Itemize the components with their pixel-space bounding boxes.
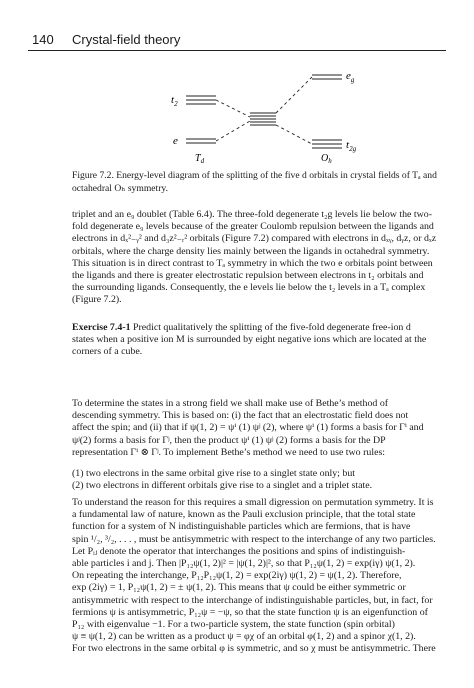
exercise-block bbox=[72, 322, 446, 359]
paragraph-permutation bbox=[72, 497, 446, 656]
text-line: affect the spin; and (ii) that if ψ(1, 2) = ψⁱ (1) ψʲ (2), where ψⁱ (1) forms a basis for Γⁱ and bbox=[72, 422, 424, 434]
label-t2: $t_2$ bbox=[171, 94, 178, 108]
rule-item: (1) two electrons in the same orbital give rise to a singlet state only; but bbox=[72, 468, 356, 480]
text-line: For two electrons in the same orbital φ is symmetric, and so χ must be antisymmetric. There bbox=[72, 643, 436, 655]
text-line: Let Pᵢⱼ denote the operator that interchanges the positions and spins of indistinguish- bbox=[72, 545, 406, 557]
text-line: representation Γⁱ ⊗ Γʲ. To implement Bethe’s method we need to use two rules: bbox=[72, 446, 386, 458]
text-line: ψ ≡ ψ(1, 2) can be written as a product ψ = φχ of an orbital φ(1, 2) and a spinor χ(1, 2). bbox=[72, 631, 416, 643]
energy-level-diagram bbox=[0, 0, 474, 170]
text-line: spin ¹/₂, ³/₂, . . . , must be antisymmetric with respect to the interchange of any two particles. bbox=[72, 533, 436, 545]
rule-item: (2) two electrons in different orbitals give rise to a singlet and a triplet state. bbox=[72, 480, 373, 492]
text-line: To understand the reason for this requires a small digression on permutation symmetry. It is bbox=[72, 497, 434, 508]
text-line: P₁₂ with eigenvalue −1. For a two-particle system, the state function (spin orbital) bbox=[72, 619, 395, 631]
text-line bbox=[72, 322, 446, 334]
exercise-text: Predict qualitatively the splitting of the five-fold degenerate free-ion d bbox=[130, 322, 411, 333]
text-line: function for a system of N indistinguishable particles which are fermions, that is have bbox=[72, 521, 411, 533]
text-line: triplet and an e₉ doublet (Table 6.4). The three-fold degenerate t₂g levels lie below the two- bbox=[72, 209, 433, 220]
text-line: corners of a cube. bbox=[72, 346, 143, 358]
text-line: On repeating the interchange, P₁₂P₁₂ψ(1, 2) = exp(2iγ) ψ(1, 2) = ψ(1, 2). Therefore, bbox=[72, 570, 402, 582]
text-line: fold degenerate e₉ levels because of the greater Coulomb repulsion between the ligands and bbox=[72, 221, 434, 233]
connector-e bbox=[216, 121, 250, 141]
text-line: (Figure 7.2). bbox=[72, 294, 122, 306]
connector-t2g bbox=[276, 125, 312, 144]
text-line: the surrounding ligands. Consequently, the e levels lie below the t₂ levels in a Tₐ complex bbox=[72, 282, 426, 294]
rules-list bbox=[72, 468, 446, 492]
text-line: electrons in dₓ²₋ᵧ² and d₃z²₋ᵣ² orbitals (Figure 7.2) compared with electrons in dₓᵧ, dᵧz, or dₓz bbox=[72, 233, 437, 245]
text-line: ψʲ(2) forms a basis for Γʲ, then the product ψⁱ (1) ψʲ (2) forms a basis for the DP bbox=[72, 434, 386, 446]
page-number: 140 bbox=[32, 32, 54, 47]
text-line: descending symmetry. This is based on: (i) the fact that an electrostatic field does not bbox=[72, 410, 409, 422]
text-line: a fundamental law of nature, known as the Pauli exclusion principle, that the total state bbox=[72, 509, 416, 521]
text-line: fermions ψ is antisymmetric, P₁₂ψ = −ψ, so that the state function ψ is an eigenfunction of bbox=[72, 606, 428, 618]
caption-line: octahedral Oₕ symmetry. bbox=[72, 182, 168, 194]
exercise-label: Exercise 7.4-1 bbox=[72, 322, 131, 333]
text-line: This situation is in direct contrast to Tₐ symmetry in which the two e orbitals point between bbox=[72, 257, 433, 269]
label-t2g: $t_{2g}$ bbox=[346, 139, 357, 153]
text-line: able particles i and j. Then |P₁₂ψ(1, 2)|² = |ψ(1, 2)|², so that P₁₂ψ(1, 2) = exp(iγ) ψ(1, 2). bbox=[72, 558, 416, 570]
figure-caption bbox=[72, 170, 446, 195]
chapter-title: Crystal-field theory bbox=[72, 32, 181, 47]
label-eg: $e_g$ bbox=[346, 70, 355, 84]
text-line: the ligands and there is greater electrostatic repulsion between electrons in t₂ orbitals and bbox=[72, 270, 424, 282]
text-line: To determine the states in a strong field we shall make use of Bethe’s method of bbox=[72, 398, 389, 409]
paragraph-octahedral bbox=[72, 209, 446, 307]
text-line: states when a positive ion M is surrounded by eight negative ions which are located at the bbox=[72, 334, 427, 346]
label-e: e bbox=[173, 135, 178, 147]
text-line: exp (2iγ) = 1, P₁₂ψ(1, 2) = ± ψ(1, 2). This means that ψ could be either symmetric or bbox=[72, 582, 406, 594]
caption-line: Figure 7.2. Energy-level diagram of the splitting of the five d orbitals in crystal fields of Tₐ and bbox=[72, 170, 437, 181]
label-Oh: $O_h$ bbox=[321, 153, 332, 165]
connector-eg bbox=[276, 77, 312, 113]
text-line: orbitals, where the charge density lies mainly between the ligands in octahedral symmetry. bbox=[72, 245, 430, 257]
label-Td: $T_d$ bbox=[195, 153, 205, 165]
text-line: antisymmetric with respect to the interchange of indistinguishable particles, but, in fact, for bbox=[72, 594, 433, 606]
connector-t2 bbox=[216, 100, 250, 117]
paragraph-bethe bbox=[72, 398, 446, 492]
